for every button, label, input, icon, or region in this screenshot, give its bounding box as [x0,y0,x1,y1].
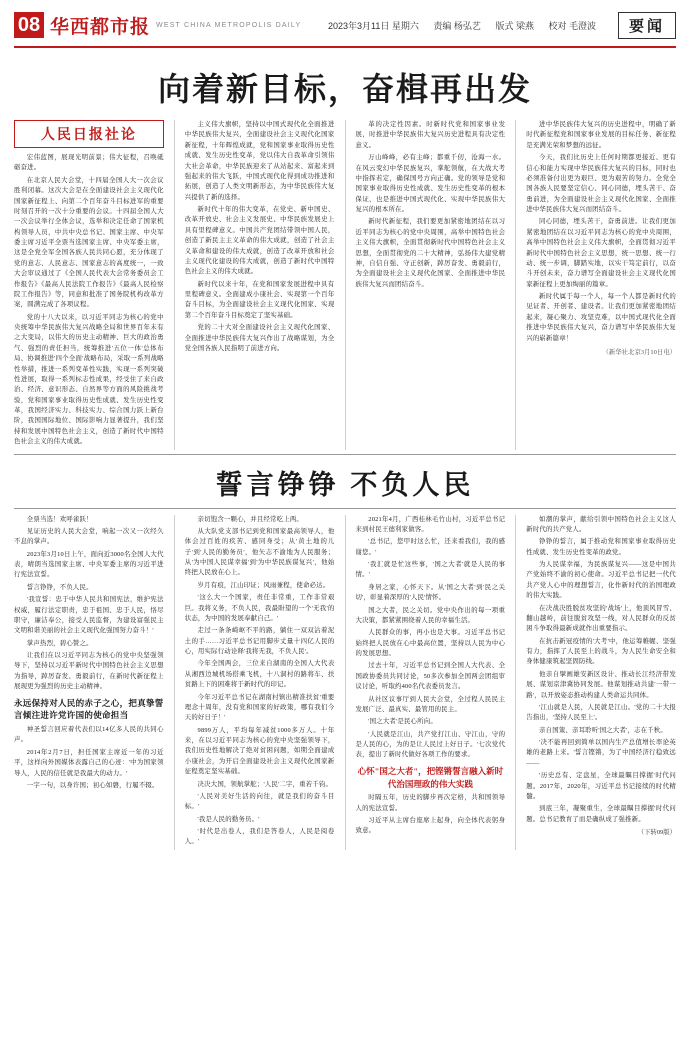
paragraph: 亲切饱含一颗心，并且经常吃上两。 [197,515,303,523]
paragraph: 习近平从主席台座席上起身，向全体代表躬身致意。 [355,817,506,835]
paragraph: 今年习近平总书记在湖南村镇出精准扶贫'重要理念十周年，没有党和国家的好政策，哪有我们今天的好日子！' [184,693,335,722]
column-4 [526,515,676,850]
masthead [14,8,676,48]
article-body [356,793,506,837]
second-article-columns [14,515,676,850]
paragraph: 到底三年，凝聚重生，全球最瞩目撑握'时代问题。总书记教育了而是确纵成了强推新。 [526,805,676,823]
page-number: 08 [14,12,44,38]
column-divider [345,515,346,850]
paper-title-english: WEST CHINA METROPOLIS DAILY [156,21,302,29]
paragraph: 宏伟蓝图，展现光明前景；伟大征程，召唤砥砺奋进。 [14,154,164,172]
column-3 [356,515,506,850]
paragraph: 身居之家，心怀天下。从'国之大者'到'民之关切'，彰显着深厚的'人民'情怀。 [355,583,506,602]
paragraph: 他亲自擘画雄安新区设计、推动长江经济带发展、谋划京津冀协同发展。他谋划推动共建'一带一路'，以开放姿态推动构建人类命运共同体。 [526,670,676,699]
column-divider [345,120,346,450]
paragraph: 亲自国策、亲耳聆听'国之大者'，志在千秋。 [539,726,667,734]
article-body [356,515,506,761]
subheading: 永远保持对人民的赤子之心，把真挚誓言倾注进许党许国的使命担当 [14,697,164,721]
paragraph: 如潮的掌声，献给引领中国特色社会主义这人新时代的共产党人。 [526,515,676,533]
paragraph: 2023年3月10日上午，面向近3000名全国人大代表，晴朗当选国家主席、中央军委主席的习近平进行宪法宣誓。 [14,550,164,579]
column-divider [515,120,516,450]
paragraph: 党的十八大以来，以习近平同志为核心的党中央统筹中华民族伟大复兴战略全局和世界百年未有之大变局，以伟大的历史主动精神、巨大的政治勇气、强烈的责任担当，统筹推进'五位一体'总体布局、协调推进'四个全面'战略布局，采取一系列战略性举措，推进一系列变革性实践，实现一系列突破性进展，取得一系列标志性成果，经受住了来自政治、经济、意识形态、自然界等方面的风险挑战考验，党和国家事业取得历史性成就、发生历史性变革，我国经济实力、科技实力、综合国力跃上新台阶，我国国际地位、国际影响力显著提升，我们坚持和发展中国特色社会主义，创造了新时代中国特色社会主义的伟大成就。 [14,313,164,446]
paragraph: 在决战决胜脱贫攻坚的'战场'上，他顶风冒雪、翻山越岭，前往脱贫攻坚一线，对人民群众的反贫困斗争取得最新成就作出重要指示。 [526,604,676,633]
paragraph: '决不能再回到简单以国内生产总值增长率论英雄的老路上来。'誓言铿锵，为了中国经济行稳致远—— [526,739,676,767]
paragraph: 神圣誓言回应着代表们以14亿多人民的共同心声。 [14,726,164,744]
paragraph: 全票当选！欢呼雀跃！ [26,515,93,523]
column-1 [14,515,164,850]
continuation-note: （下转09版） [637,829,676,836]
top-article-columns [14,120,676,450]
paragraph: 时隔五年，历史的脚步再次定格，共和国领导人的宪法宣誓。 [355,794,506,812]
editorial-banner: 人民日报社论 [14,120,164,148]
column-3 [356,120,506,450]
paragraph: 万山峰峰，必有主峰；都重千仞，沧海一水。在风云变幻中华民族复兴，掌舵领航，在大战大考中指挥若定，确保国号方向正确。党的领导是党和国家事业取得历史性成就、发生历史性变革的根本保证，也是推进中国式现代化、实现中华民族伟大复兴的根本所在。 [355,154,506,213]
paragraph: 一字一句，以身许国；初心如磐，行履不辍。 [26,781,159,789]
article-body [526,515,676,826]
paragraph: 在抗击新冠疫情的'大考'中，他运筹帷幄、坚强有力，指挥了人民至上的战斗，为人民生命安全和身体健康筑起坚固防线。 [526,637,676,666]
article-body [14,515,164,693]
paragraph: 党的二十大对全面建设社会主义现代化国家、全面推进中华民族伟大复兴作出了战略谋划，为全党全国各族人民指明了前进方向。 [184,324,335,352]
column-2 [185,515,335,850]
section-divider [14,454,676,455]
paragraph: '江山就是人民，人民就是江山。'党的二十大报告指出，'坚持人民至上'。 [526,703,676,722]
paragraph: 今天，我们比历史上任何时期都更接近、更有信心和能力实现中华民族伟大复兴的目标，同时也必须准备付出更为艰巨、更为艰苦的努力。全党全国各族人民要坚定信心、同心同德，埋头苦干、奋勇前进，为全面建设社会主义现代化国家、全面推进中华民族伟大复兴而团结奋斗。 [526,154,676,213]
paragraph: 主义伟大旗帜，坚持以中国式现代化全面推进中华民族伟大复兴，全面建设社会主义现代化国家新征程，十年辉煌成就，党和国家事业取得历史性成就、发生历史性变革，党以伟大自我革命引领伟大社会革命，中华民族迎来了从站起来、富起来到强起来的伟大飞跃，中国式现代化得到成功推进和拓展，创造了人类文明新形态，为中华民族伟大复兴提供了新的选择。 [184,121,335,201]
paragraph: 铮铮的誓言，属于推动党和国家事业取得历史性成就、发生历史性变革的政党。 [526,538,676,556]
paragraph: 从社区议事厅到人民大会堂，全过程人民民主发展广泛、最真实、最管用的民主。 [355,695,506,713]
editorial-body [14,153,164,448]
paragraph: 誓言铮铮，不负人民。 [26,583,93,591]
paragraph: 同心同德，埋头苦干，奋勇前进。让我们更加紧密地团结在以习近平同志为核心的党中央周围，高举中国特色社会主义伟大旗帜，全面贯彻习近平新时代中国特色社会主义思想，统一思想、统一行动、统一步调，脚踏实地，以实干笃定前行，以奋斗开创未来，奋力谱写全面建设社会主义现代化国家新征程上更加绚丽的篇章。 [526,218,676,288]
paragraph: 见证历史的人民大会堂，响起一次又一次经久不息的掌声。 [14,527,164,546]
paragraph: 今年全国两会，三位来自湖南的全国人大代表从湘西边城机场搭乘飞机，十八洞村的路将车、扶贫路上下的困难将于新时代的印记。 [184,660,335,689]
column-divider [174,120,175,450]
paragraph: '人民就是江山，共产党打江山、守江山，守的是人民的心，为的是让人民过上好日子。'七次党代表，提出了新时代做好各项工作的要求。 [355,730,506,759]
column-4 [526,120,676,450]
paragraph: 从大队党支部书记到党和国家最高领导人，他体会过百姓的疾苦、感同身受；从'黄土地的儿子'到'人民的勤务员'，他矢志不渝地为人民服务；从'为中国人民谋幸福'到'为中华民族谋复兴'，他始终把人民放在心上。 [184,527,335,577]
masthead-meta [328,19,608,32]
editor-credit: 责编 杨弘艺 [433,20,481,31]
article-body [185,515,335,848]
column-1 [14,120,164,450]
second-headline-wrap [14,463,676,502]
paragraph: '国之大者'是民心所向。 [368,718,437,726]
paragraph: '人民对美好生活的向往，就是我们的奋斗目标。' [184,792,335,811]
paragraph: 掌声热烈，碧心赞之。 [26,639,93,647]
paragraph: 国之大者，民之关切。党中央作出的每一项重大决策，都紧紧围绕着人民的幸福生活。 [355,606,506,624]
paragraph: 新时代新征程，我们要更加紧密地团结在以习近平同志为核心的党中央周围，高举中国特色社会主义伟大旗帜，全面贯彻新时代中国特色社会主义思想，全面贯彻党的二十大精神，弘扬伟大建党精神，自信自强、守正创新，踔厉奋发、勇毅前行，为全面建设社会主义现代化国家、全面推进中华民族伟大复兴而团结奋斗。 [355,218,506,288]
section-divider [14,508,676,509]
column-divider [515,515,516,850]
paragraph: 新时代属于每一个人，每一个人都是新时代的见证者、开创者、建设者。让我们更加紧密地团结起来，凝心聚力、攻坚克难，以中国式现代化全面推进中华民族伟大复兴，奋力谱写中华民族伟大复兴的崭新篇章！ [526,293,676,342]
paragraph: 9899万人，平均每年减贫1000多万人。十年来，在以习近平同志为核心的党中央坚强领导下，我们历史性地解决了绝对贫困问题，如期全面建成小康社会，为开启全面建设社会主义现代化国家新征程奠定坚实基础。 [184,726,335,776]
paragraph: '总书记，您甲时这么忙，还来看我们，我的感谢您。' [355,538,506,556]
paragraph: 2021年4月，广西桂林毛竹山村，习近平总书记来到村民王德利家做客。 [355,515,506,533]
paragraph: '我是人民的勤务员。' [197,815,260,823]
main-headline: 向着新目标，奋楫再出发 [157,71,532,107]
second-headline: 誓言铮铮 不负人民 [215,469,475,500]
layout-credit: 版式 梁燕 [495,20,534,31]
article-body [185,120,335,354]
paragraph: '历史总有、定盘星，全球最瞩目撑握'时代问题。2017年，2020年，习近平总书记接续的时代精髓。 [526,772,676,800]
paragraph: 革的决定性因素。时新时代党和国家事业发展，时推进中华民族伟大复兴历史进程具有决定性意义。 [355,121,506,149]
dateline: （新华社北京3月10日电） [602,348,676,356]
paragraph: 新时代以来十年，在党和国家发展进程中具有里程碑意义。全面建成小康社会、实现第一个百年奋斗目标，为全面建设社会主义现代化国家、实现第二个百年奋斗目标奠定了坚实基础。 [184,280,335,319]
section-label: 要闻 [618,12,676,39]
paragraph: '时代是出卷人，我们是答卷人，人民是阅卷人。' [184,828,335,846]
article-body [14,725,164,791]
paragraph: 岁月有痕，江山印证；风雨兼程，使命必达。 [197,581,330,589]
column-divider [174,515,175,850]
paragraph: 为人民谋幸福，为民族谋复兴——这是中国共产党始终不渝的初心使命。习近平总书记把一代代共产党人心中的理想誓言，化作新时代的治国理政的伟大实践。 [526,561,676,600]
paragraph: '我汇就是忙这些事，'国之大者'就是人民的事情。' [355,561,506,579]
paragraph: 进中华民族伟大复兴的历史进程中，明确了新时代新征程党和国家事业发展的目标任务、新征程是充满光荣和梦想的远征。 [526,121,676,149]
paragraph: 走过一条条崎岖不平的路，躺住一双双沾着泥土的手……习近平总书记用脚步丈量十四亿人民的心，用实际行动诠释'我将无我，不负人民'。 [184,627,335,655]
paragraph: '这么大一个国家，责任非常重，工作非常艰巨。我将义务，不负人民，我最盼望的一个'无我'的状态，为中国的发展奉献自己。' [184,594,335,622]
paragraph: 决决大国，领航掌舵；'人民'二字，重若千钧。 [197,780,333,788]
paragraph: 人民群众的事，再小也是大事。习近平总书记始终把人民放在心中最高位置，坚持以人民为中心的发展思想。 [355,629,506,657]
paragraph: '我宣誓：忠于中华人民共和国宪法，维护宪法权威，履行法定职责，忠于祖国、忠于人民，恪尽职守，廉洁奉公，接受人民监督，为建设富强民主文明和谐美丽的社会主义现代化强国努力奋斗！' [14,596,164,635]
publication-date: 2023年3月11日 星期六 [328,20,419,31]
paragraph: 过去十年，习近平总书记到全国人大代表、全国政协委员共同讨论，50多次参加全国两会团组审议讨论，听取约400名代表委员发言。 [355,662,506,691]
paper-title: 华西都市报 [50,16,151,38]
article-body [356,120,506,290]
article-body [526,120,676,344]
paragraph: 2014年2月7日，担任国家主席近一年的习近平，这样向外国媒体表露自己的心迹：'中为国家领导人，人民的信任就是我最大的动力。' [14,748,164,777]
proofreader-credit: 校对 毛澄波 [548,20,596,31]
paragraph: 在北京人民大会堂，十四届全国人大一次会议胜利闭幕。这次大会是在全面建设社会主义现代化国家新征程上、向第二个百年奋斗目标进军的重要时刻召开的一次十分重要的会议。十四届全国人大一次会议举行全体会议，选举和决定任命了国家机构领导人员，中共中央总书记、国家主席、中央军委主席习近平全票当选国家主席、中央军委主席，这是全党全军全国各族人民共同心愿，充分体现了党的意志、人民意志、国家意志的高度统一，一致大会审议通过了《全国人民代表大会常务委员会工作报告》《最高人民法院工作报告》《最高人民检察院工作报告》等，同意和批准了国务院机构改革方案，圆满完成了各项议程。 [14,176,164,309]
paragraph: 让我们在以习近平同志为核心的党中央坚强领导下，坚持以习近平新时代中国特色社会主义思想为指导，踔厉奋发、勇毅前行，在新时代新征程上展现更为强烈的历史主动精神。 [14,652,164,691]
paragraph: 新时代十年的伟大变革，在党史、新中国史、改革开放史、社会主义发展史、中华民族发展史上具有里程碑意义。中国共产党团结带领中国人民，创造了新民主主义革命的伟大成就，创造了社会主义革命和建设的伟大成就，创造了改革开放和社会主义现代化建设的伟大成就，创造了新时代中国特色社会主义的伟大成就。 [184,206,335,276]
subheading-red: 心怀"国之大者"，把铿锵誓言融入新时代治国理政的伟大实践 [357,765,504,789]
column-2 [185,120,335,450]
